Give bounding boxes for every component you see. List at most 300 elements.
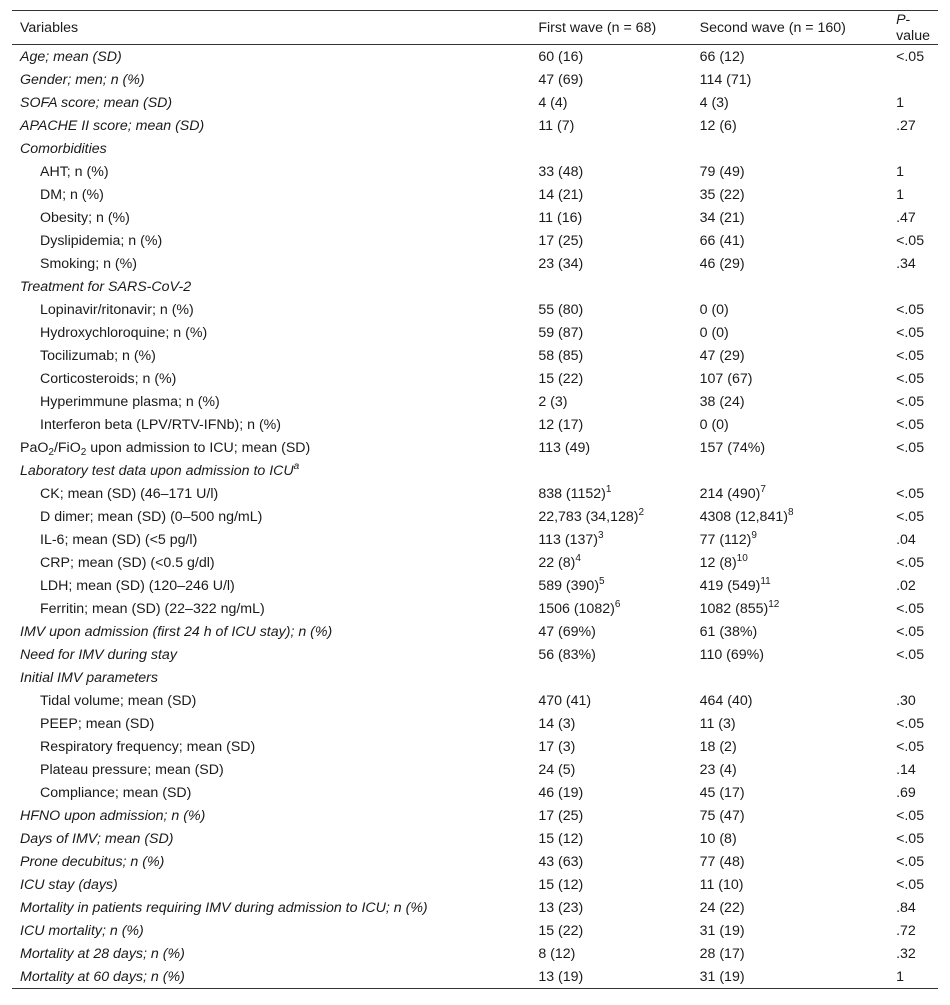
- label-text: Mortality at 60 days; n (%): [20, 968, 185, 985]
- p-value: [888, 712, 938, 735]
- p-value: [888, 850, 938, 873]
- second-wave-value: [692, 620, 888, 643]
- second-wave-value-footnote: 8: [787, 506, 794, 518]
- first-wave-value-text: 470 (41): [538, 692, 592, 709]
- second-wave-value-text: 11 (10): [699, 876, 744, 893]
- label-text: Mortality in patients requiring IMV during admission to ICU; n (%): [20, 899, 428, 916]
- label-text: SOFA score; mean (SD): [20, 94, 173, 111]
- first-wave-value-footnote: 3: [598, 529, 604, 541]
- table-row: [12, 390, 938, 413]
- second-wave-value-text: 419 (549): [699, 577, 761, 594]
- p-value: [888, 344, 938, 367]
- second-wave-value-text: 1082 (855): [699, 600, 769, 617]
- p-value-text: .34: [896, 255, 916, 272]
- table-header-row: [12, 11, 938, 45]
- second-wave-value: [692, 275, 888, 298]
- p-value-text: <.05: [896, 623, 925, 640]
- first-wave-value-text: 589 (390): [538, 577, 600, 594]
- first-wave-value-text: 11 (16): [538, 209, 583, 226]
- header-p-value: [888, 11, 938, 45]
- second-wave-value: [692, 574, 888, 597]
- first-wave-value: [530, 528, 691, 551]
- second-wave-value-text: 107 (67): [699, 370, 753, 387]
- p-value-text: <.05: [896, 508, 925, 525]
- label-text: IL-6; mean (SD) (<5 pg/l): [40, 531, 198, 548]
- label-text: DM; n (%): [40, 186, 104, 203]
- variable-label: [12, 482, 530, 505]
- second-wave-value-footnote: 11: [760, 575, 771, 587]
- label-subscript: 2: [48, 446, 54, 458]
- p-value-text: <.05: [896, 600, 925, 617]
- first-wave-value-text: 113 (137): [538, 531, 598, 548]
- second-wave-value-text: 79 (49): [699, 163, 745, 180]
- second-wave-value: [692, 482, 888, 505]
- p-value: [888, 367, 938, 390]
- p-value-text: 1: [896, 94, 904, 111]
- label-text: Dyslipidemia; n (%): [40, 232, 163, 249]
- p-value-text: .14: [896, 761, 916, 778]
- first-wave-value-footnote: 4: [575, 552, 581, 564]
- table-row: [12, 597, 938, 620]
- second-wave-value: [692, 367, 888, 390]
- p-value-text: <.05: [896, 393, 925, 410]
- second-wave-value: [692, 183, 888, 206]
- variable-label: [12, 597, 530, 620]
- first-wave-value: [530, 942, 691, 965]
- first-wave-value: [530, 91, 691, 114]
- table-row: [12, 252, 938, 275]
- variable-label: [12, 114, 530, 137]
- label-text: Hydroxychloroquine; n (%): [40, 324, 208, 341]
- header-second-wave: Second wave (n = 160): [692, 11, 888, 45]
- p-value: [888, 827, 938, 850]
- variable-label: [12, 735, 530, 758]
- table-row: [12, 137, 938, 160]
- variable-label: [12, 574, 530, 597]
- p-value: [888, 206, 938, 229]
- second-wave-value-text: 464 (40): [699, 692, 753, 709]
- p-value: [888, 390, 938, 413]
- first-wave-value: [530, 413, 691, 436]
- second-wave-value: [692, 252, 888, 275]
- second-wave-value: [692, 551, 888, 574]
- first-wave-value-text: 47 (69): [538, 71, 584, 88]
- table-row: [12, 896, 938, 919]
- label-text: HFNO upon admission; n (%): [20, 807, 206, 824]
- second-wave-value: [692, 344, 888, 367]
- first-wave-value-text: 13 (23): [538, 899, 584, 916]
- second-wave-value-text: 110 (69%): [699, 646, 765, 663]
- label-text: Need for IMV during stay: [20, 646, 177, 663]
- variable-label: [12, 344, 530, 367]
- label-text: Prone decubitus; n (%): [20, 853, 165, 870]
- second-wave-value: [692, 206, 888, 229]
- second-wave-value-footnote: 10: [736, 552, 748, 564]
- variable-label: [12, 827, 530, 850]
- second-wave-value: [692, 505, 888, 528]
- p-value: [888, 643, 938, 666]
- second-wave-value: [692, 689, 888, 712]
- p-value: [888, 804, 938, 827]
- p-value-text: <.05: [896, 485, 925, 502]
- table-row: [12, 942, 938, 965]
- first-wave-value-footnote: 5: [599, 575, 605, 587]
- p-value: [888, 689, 938, 712]
- label-text: Plateau pressure; mean (SD): [40, 761, 224, 778]
- p-value-text: 1: [896, 186, 904, 203]
- label-text: Age; mean (SD): [20, 48, 122, 65]
- first-wave-value-text: 59 (87): [538, 324, 584, 341]
- table-row: [12, 206, 938, 229]
- first-wave-value: [530, 45, 691, 69]
- second-wave-value-text: 46 (29): [699, 255, 745, 272]
- first-wave-value: [530, 804, 691, 827]
- first-wave-value-text: 56 (83%): [538, 646, 596, 663]
- first-wave-value: [530, 712, 691, 735]
- table-row: [12, 965, 938, 989]
- variable-label: [12, 804, 530, 827]
- variable-label: [12, 91, 530, 114]
- header-first-wave: First wave (n = 68): [530, 11, 691, 45]
- first-wave-value: [530, 298, 691, 321]
- first-wave-value-text: 60 (16): [538, 48, 584, 65]
- second-wave-value-text: 0 (0): [699, 324, 729, 341]
- table-row: [12, 804, 938, 827]
- second-wave-value-text: 114 (71): [699, 71, 752, 88]
- first-wave-value-text: 11 (7): [538, 117, 575, 134]
- second-wave-value-text: 75 (47): [699, 807, 745, 824]
- p-value-text: .72: [896, 922, 916, 939]
- second-wave-value: [692, 965, 888, 989]
- second-wave-value: [692, 160, 888, 183]
- first-wave-value-text: 24 (5): [538, 761, 576, 778]
- variable-label: [12, 298, 530, 321]
- label-part: PaO: [20, 439, 49, 456]
- first-wave-value-text: 14 (21): [538, 186, 584, 203]
- second-wave-value-text: 35 (22): [699, 186, 745, 203]
- p-value-text: <.05: [896, 347, 925, 364]
- p-value-text: <.05: [896, 554, 925, 571]
- second-wave-value-text: 66 (41): [699, 232, 745, 249]
- table-row: [12, 643, 938, 666]
- p-value: [888, 758, 938, 781]
- first-wave-value-text: 8 (12): [538, 945, 576, 962]
- table-row: [12, 666, 938, 689]
- variable-label: [12, 965, 530, 989]
- table-row: [12, 689, 938, 712]
- table-row: [12, 229, 938, 252]
- p-value: [888, 666, 938, 689]
- table-row: [12, 344, 938, 367]
- label-text: Laboratory test data upon admission to ICU: [20, 462, 294, 479]
- p-value-text: <.05: [896, 646, 925, 663]
- first-wave-value-footnote: 1: [605, 483, 612, 495]
- first-wave-value: [530, 689, 691, 712]
- first-wave-value: [530, 850, 691, 873]
- p-value-text: .32: [896, 945, 916, 962]
- second-wave-value: [692, 827, 888, 850]
- variable-label: [12, 689, 530, 712]
- variable-label: [12, 643, 530, 666]
- first-wave-value: [530, 367, 691, 390]
- second-wave-value-footnote: 9: [751, 529, 757, 541]
- first-wave-value: [530, 827, 691, 850]
- p-value-text: <.05: [896, 439, 925, 456]
- p-value-text: <.05: [896, 324, 925, 341]
- p-value: [888, 896, 938, 919]
- table-row: [12, 919, 938, 942]
- first-wave-value: [530, 137, 691, 160]
- second-wave-value-text: 34 (21): [699, 209, 745, 226]
- p-value-text: .02: [896, 577, 916, 594]
- second-wave-value-text: 157 (74%): [699, 439, 766, 456]
- first-wave-value-text: 12 (17): [538, 416, 584, 433]
- first-wave-value-text: 2 (3): [538, 393, 568, 410]
- label-text: Lopinavir/ritonavir; n (%): [40, 301, 194, 318]
- p-value-text: .27: [896, 117, 916, 134]
- first-wave-value: [530, 873, 691, 896]
- p-value-text: <.05: [896, 738, 925, 755]
- label-text: Treatment for SARS-CoV-2: [20, 278, 192, 295]
- variable-label: [12, 206, 530, 229]
- p-value-text: <.05: [896, 370, 925, 387]
- first-wave-value: [530, 68, 691, 91]
- p-value-text: <.05: [896, 876, 925, 893]
- table-row: [12, 91, 938, 114]
- second-wave-value-text: 18 (2): [699, 738, 737, 755]
- first-wave-value: [530, 505, 691, 528]
- p-value-text: <.05: [896, 830, 925, 847]
- p-value: [888, 413, 938, 436]
- table-row: [12, 459, 938, 482]
- header-p-rest: -value: [896, 11, 930, 44]
- table-row: [12, 781, 938, 804]
- second-wave-value: [692, 666, 888, 689]
- table-row: [12, 574, 938, 597]
- p-value: [888, 735, 938, 758]
- variable-label: [12, 850, 530, 873]
- second-wave-value-text: 0 (0): [699, 301, 729, 318]
- first-wave-value: [530, 735, 691, 758]
- table-row: [12, 873, 938, 896]
- p-value: [888, 229, 938, 252]
- second-wave-value: [692, 643, 888, 666]
- first-wave-value-text: 33 (48): [538, 163, 584, 180]
- table-row: [12, 367, 938, 390]
- p-value: [888, 160, 938, 183]
- first-wave-value-text: 15 (22): [538, 370, 584, 387]
- second-wave-value-text: 4308 (12,841): [699, 508, 788, 525]
- p-value-text: <.05: [896, 232, 925, 249]
- variable-label: [12, 160, 530, 183]
- variable-label: [12, 528, 530, 551]
- second-wave-value: [692, 896, 888, 919]
- second-wave-value: [692, 459, 888, 482]
- table-row: [12, 68, 938, 91]
- second-wave-value-text: 47 (29): [699, 347, 745, 364]
- variable-label: [12, 712, 530, 735]
- second-wave-value-text: 45 (17): [699, 784, 745, 801]
- p-value: [888, 551, 938, 574]
- label-text: Ferritin; mean (SD) (22–322 ng/mL): [40, 600, 265, 617]
- p-value-text: <.05: [896, 853, 925, 870]
- label-text: Hyperimmune plasma; n (%): [40, 393, 220, 410]
- first-wave-value-text: 47 (69%): [538, 623, 596, 640]
- first-wave-value: [530, 344, 691, 367]
- first-wave-value-footnote: 2: [638, 506, 645, 518]
- first-wave-value-text: 14 (3): [538, 715, 576, 732]
- table-row: [12, 735, 938, 758]
- first-wave-value: [530, 620, 691, 643]
- first-wave-value-text: 838 (1152): [538, 485, 606, 502]
- second-wave-value: [692, 298, 888, 321]
- second-wave-value-text: 28 (17): [699, 945, 745, 962]
- p-value: [888, 68, 938, 91]
- first-wave-value-text: 17 (25): [538, 807, 584, 824]
- first-wave-value: [530, 160, 691, 183]
- label-text: Corticosteroids; n (%): [40, 370, 177, 387]
- label-text: PEEP; mean (SD): [40, 715, 155, 732]
- second-wave-value-text: 61 (38%): [699, 623, 758, 640]
- second-wave-value: [692, 804, 888, 827]
- second-wave-value-text: 214 (490): [699, 485, 761, 502]
- second-wave-value: [692, 873, 888, 896]
- p-value-text: <.05: [896, 416, 925, 433]
- second-wave-value: [692, 413, 888, 436]
- first-wave-value: [530, 643, 691, 666]
- first-wave-value: [530, 896, 691, 919]
- first-wave-value-text: 22,783 (34,128): [538, 508, 639, 525]
- variable-label: [12, 45, 530, 69]
- variable-label: [12, 666, 530, 689]
- second-wave-value-text: 10 (8): [699, 830, 737, 847]
- variable-label: [12, 183, 530, 206]
- p-value: [888, 482, 938, 505]
- variable-label: [12, 896, 530, 919]
- variable-label: [12, 919, 530, 942]
- label-text: Tocilizumab; n (%): [40, 347, 156, 364]
- label-text: APACHE II score; mean (SD): [20, 117, 205, 134]
- variable-label: [12, 252, 530, 275]
- table-row: [12, 45, 938, 69]
- label-subscript: 2: [80, 446, 87, 458]
- p-value-text: .84: [896, 899, 916, 916]
- second-wave-value: [692, 781, 888, 804]
- second-wave-value: [692, 390, 888, 413]
- first-wave-value-text: 55 (80): [538, 301, 584, 318]
- first-wave-value: [530, 597, 691, 620]
- second-wave-value-text: 66 (12): [699, 48, 745, 65]
- first-wave-value-text: 17 (25): [538, 232, 584, 249]
- second-wave-value-footnote: 7: [760, 483, 766, 495]
- table-row: [12, 114, 938, 137]
- table-body: [12, 45, 938, 989]
- second-wave-value-text: 12 (8): [699, 554, 737, 571]
- second-wave-value-text: 38 (24): [699, 393, 745, 410]
- p-value: [888, 436, 938, 459]
- label-text: Smoking; n (%): [40, 255, 137, 272]
- label-text: ICU stay (days): [20, 876, 118, 893]
- second-wave-value: [692, 91, 888, 114]
- label-text: CK; mean (SD) (46–171 U/l): [40, 485, 219, 502]
- p-value: [888, 137, 938, 160]
- table-row: [12, 183, 938, 206]
- second-wave-value-text: 23 (4): [699, 761, 737, 778]
- table-row: [12, 850, 938, 873]
- variable-label: [12, 459, 530, 482]
- table-row: [12, 160, 938, 183]
- p-value-text: <.05: [896, 807, 925, 824]
- second-wave-value-text: 0 (0): [699, 416, 729, 433]
- label-text: Comorbidities: [20, 140, 107, 157]
- p-value: [888, 91, 938, 114]
- p-value: [888, 965, 938, 989]
- table-row: [12, 712, 938, 735]
- second-wave-value: [692, 735, 888, 758]
- table-row: [12, 298, 938, 321]
- label-text: AHT; n (%): [40, 163, 109, 180]
- variable-label: [12, 505, 530, 528]
- first-wave-value: [530, 574, 691, 597]
- first-wave-value: [530, 183, 691, 206]
- first-wave-value: [530, 436, 691, 459]
- variable-label: [12, 275, 530, 298]
- first-wave-value-text: 15 (12): [538, 876, 584, 893]
- header-p-italic: P: [896, 11, 906, 28]
- variable-label: [12, 781, 530, 804]
- variable-label: [12, 68, 530, 91]
- label-text: Days of IMV; mean (SD): [20, 830, 174, 847]
- variable-label: [12, 321, 530, 344]
- first-wave-value: [530, 551, 691, 574]
- p-value: [888, 620, 938, 643]
- second-wave-value-text: 4 (3): [699, 94, 729, 111]
- results-table: [12, 10, 938, 989]
- label-text: Tidal volume; mean (SD): [40, 692, 197, 709]
- label-text: D dimer; mean (SD) (0–500 ng/mL): [40, 508, 263, 525]
- p-value-text: .47: [896, 209, 916, 226]
- label-part: upon admission to ICU; mean (SD): [86, 439, 311, 456]
- p-value: [888, 321, 938, 344]
- second-wave-value: [692, 597, 888, 620]
- label-text: LDH; mean (SD) (120–246 U/l): [40, 577, 235, 594]
- header-variables: Variables: [12, 11, 530, 45]
- second-wave-value: [692, 137, 888, 160]
- second-wave-value: [692, 68, 888, 91]
- first-wave-value: [530, 229, 691, 252]
- second-wave-value-footnote: 12: [768, 598, 780, 610]
- first-wave-value: [530, 781, 691, 804]
- variable-label: [12, 942, 530, 965]
- p-value-text: 1: [896, 968, 904, 985]
- p-value: [888, 873, 938, 896]
- p-value: [888, 114, 938, 137]
- first-wave-value-text: 4 (4): [538, 94, 568, 111]
- table-row: [12, 758, 938, 781]
- p-value: [888, 919, 938, 942]
- first-wave-value-text: 15 (12): [538, 830, 584, 847]
- table-row: [12, 482, 938, 505]
- variable-label: [12, 551, 530, 574]
- first-wave-value-text: 23 (34): [538, 255, 584, 272]
- table-row: [12, 620, 938, 643]
- p-value-text: 1: [896, 163, 904, 180]
- p-value: [888, 298, 938, 321]
- first-wave-value: [530, 252, 691, 275]
- second-wave-value: [692, 712, 888, 735]
- first-wave-value: [530, 919, 691, 942]
- variable-label: [12, 873, 530, 896]
